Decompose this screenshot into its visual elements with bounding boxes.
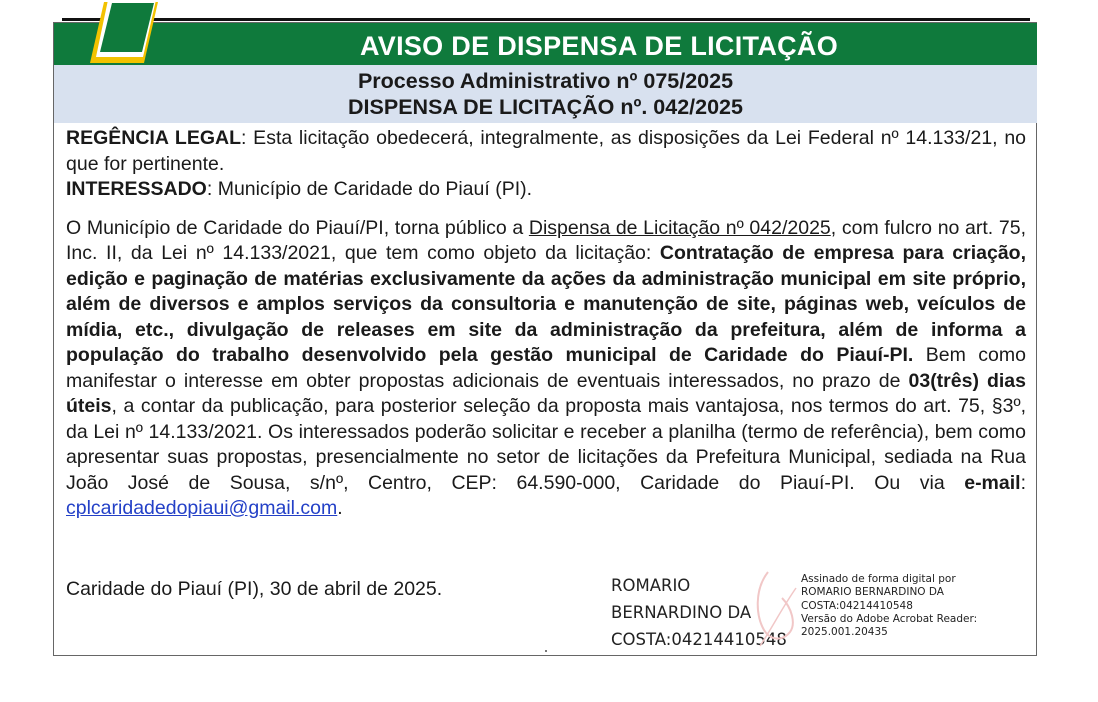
signer-name-line: BERNARDINO DA — [611, 603, 752, 622]
process-subheader — [54, 65, 1037, 123]
regencia-text: : Esta licitação obedecerá, integralmente, as disposições da Lei Federal nº 14.133/21, no que for pertinente. — [66, 127, 1027, 175]
signature-note-line: ROMARIO BERNARDINO DA — [801, 586, 944, 599]
email-colon: : — [1020, 471, 1026, 494]
stray-dot — [545, 650, 547, 652]
interessado-paragraph — [66, 177, 1026, 203]
signer-name-line: COSTA:04214410548 — [611, 630, 787, 649]
signature-note — [801, 573, 977, 639]
digital-signature-mark — [752, 568, 802, 652]
regencia-paragraph — [66, 126, 1026, 177]
regencia-label: REGÊNCIA LEGAL — [66, 127, 242, 149]
signature-note-line: 2025.001.20435 — [801, 626, 888, 639]
dispensa-number: DISPENSA DE LICITAÇÃO nº. 042/2025 — [348, 95, 743, 119]
object-description: Contratação de empresa para criação, edição e paginação de matérias exclusivamente da ações da administração municipal em site próprio, além de diversos e amplos serviços da consultoria e manutenção de site, páginas web, veículos de mídia, etc., divulgação de releases em site da administração da prefeitura, além de informa a população do trabalho desenvolvido pela gestão municipal de Caridade do Piauí-PI. — [66, 242, 1026, 366]
interest-text: Bem como manifestar o interesse em obter propostas adicionais de eventuais interessados, no prazo de — [66, 344, 1026, 392]
title-banner — [54, 23, 1037, 65]
interessado-text: : Município de Caridade do Piauí (PI). — [206, 178, 533, 200]
signature-note-line: Versão do Adobe Acrobat Reader: — [801, 612, 978, 625]
intro-text: O Município de Caridade do Piauí/PI, torna público a — [66, 216, 529, 239]
signature-note-line: COSTA:04214410548 — [801, 599, 913, 612]
legal-basis-text: , com fulcro no art. 75, Inc. II, da Lei nº 14.133/2021, que tem como objeto da licitação: — [66, 216, 1026, 264]
interessado-label: INTERESSADO — [66, 178, 207, 200]
process-number: Processo Administrativo nº 075/2025 — [357, 69, 734, 93]
dispensa-reference: Dispensa de Licitação nº 042/2025 — [528, 216, 831, 239]
instructions-text: , a contar da publicação, para posterior seleção da proposta mais vantajosa, nos termos do art. 75, §3º, da Lei nº 14.133/2021. Os interessados poderão solicitar e receber a planilha (termo de referência), bem como apresentar suas propostas, presencialmente no setor de licitações da Prefeitura Municipal, sediada na Rua João José de Sousa, s/nº, Centro, CEP: 64.590-000, Caridade do Piauí-PI. Ou via — [66, 395, 1026, 494]
deadline-text: 03(três) dias úteis — [66, 369, 1026, 417]
top-rule — [62, 18, 1030, 21]
email-label: e-mail — [964, 471, 1021, 494]
signature-note-line: Assinado de forma digital por — [801, 573, 956, 585]
main-paragraph — [66, 216, 1026, 522]
notice-title: AVISO DE DISPENSA DE LICITAÇÃO — [359, 31, 839, 61]
email-link[interactable]: cplcaridadedopiaui@gmail.com — [66, 497, 338, 519]
end-period: . — [337, 497, 343, 519]
signer-name-line: ROMARIO — [611, 576, 691, 595]
logo-icon — [88, 0, 168, 70]
place-date: Caridade do Piauí (PI), 30 de abril de 2025. — [66, 578, 443, 600]
notice-body — [66, 126, 1026, 522]
